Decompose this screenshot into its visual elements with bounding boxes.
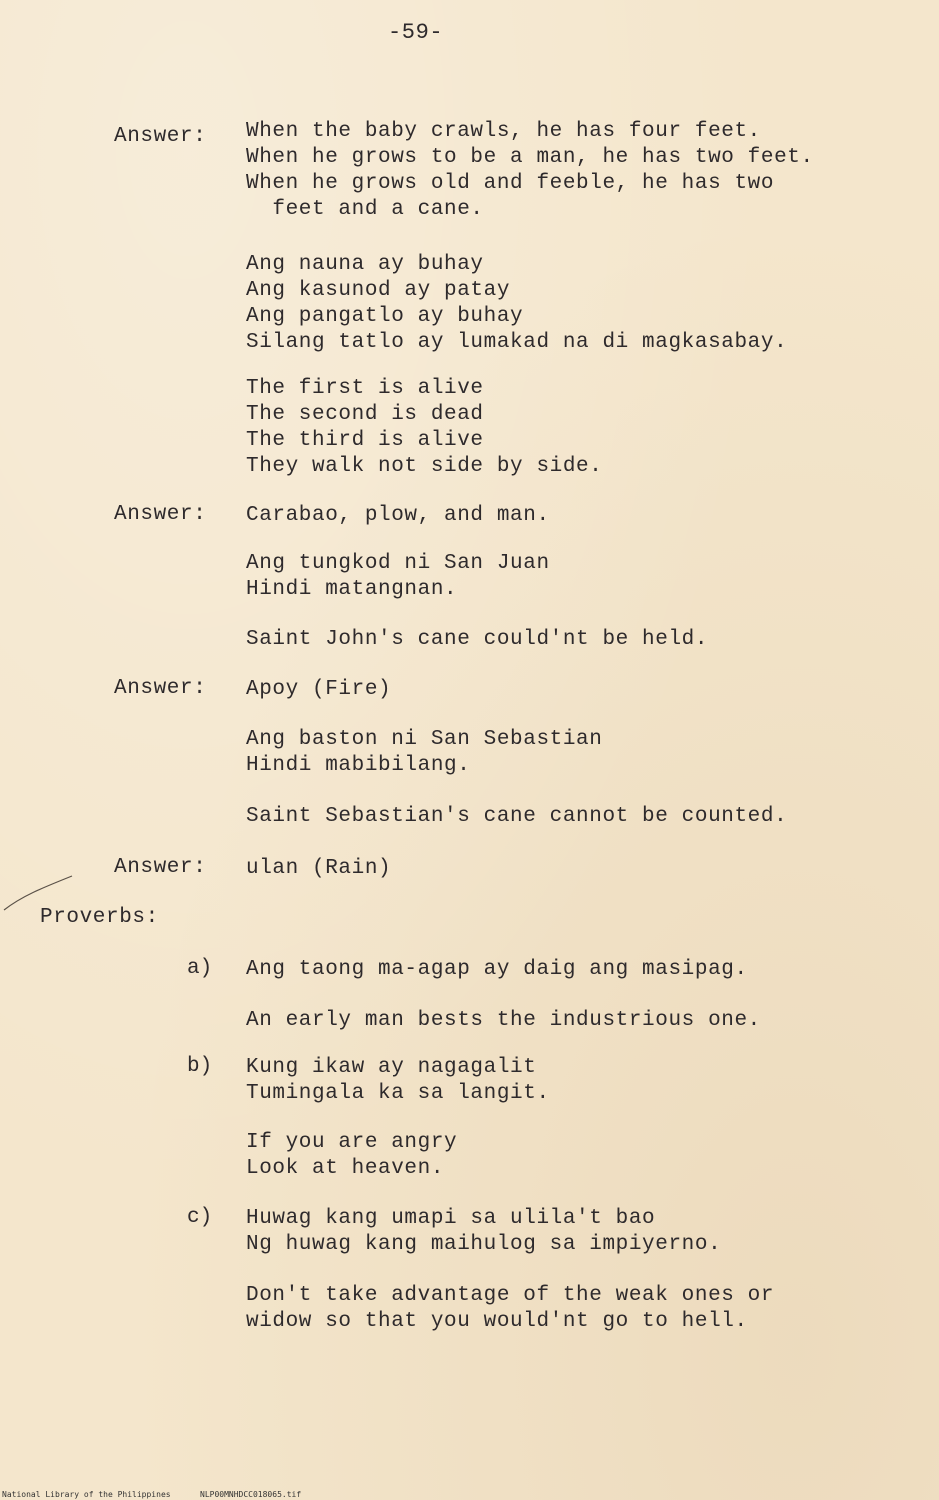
proverb-a-english [246,1008,761,1034]
riddle1-answer [246,119,814,223]
text-line: Hindi matangnan. [246,578,458,601]
answer-label: Answer: [114,125,207,148]
text-line: Ang tungkod ni San Juan [246,552,550,575]
answer-label: Answer: [114,503,207,526]
riddle4-answer: ulan (Rain) [246,857,392,880]
text-line: The first is alive [246,377,484,400]
riddle4-tagalog [246,727,602,779]
text-line: Ang pangatlo ay buhay [246,305,524,328]
text-line: When he grows old and feeble, he has two [246,172,775,195]
proverb-letter: c) [187,1206,213,1229]
text-line: Ang baston ni San Sebastian [246,728,603,751]
proverb-b-tagalog [246,1055,550,1107]
text-line: They walk not side by side. [246,455,603,478]
text-line: widow so that you would'nt go to hell. [246,1310,748,1333]
text-line: Ang kasunod ay patay [246,279,511,302]
text-line: The second is dead [246,403,484,426]
riddle3-english: Saint John's cane could'nt be held. [246,628,709,651]
riddle4-english: Saint Sebastian's cane cannot be counted. [246,805,788,828]
riddle2-tagalog [246,252,787,356]
text-line: Don't take advantage of the weak ones or [246,1284,775,1307]
proverb-letter: a) [187,957,213,980]
footer-library: National Library of the Philippines [2,1490,171,1499]
text-line: If you are angry [246,1131,458,1154]
riddle2-answer: Carabao, plow, and man. [246,504,550,527]
proverb-c-tagalog [246,1206,721,1258]
text-line: Huwag kang umapi sa ulila't bao [246,1207,656,1230]
text-line: Silang tatlo ay lumakad na di magkasabay. [246,331,788,354]
page-number: -59- [388,20,444,45]
proverb-c-english [246,1283,774,1335]
text-line: Ang taong ma-agap ay daig ang masipag. [246,958,748,981]
proverb-b-english [246,1130,457,1182]
riddle2-english [246,376,602,480]
proverbs-heading: Proverbs: [40,906,159,929]
riddle3-answer: Apoy (Fire) [246,678,392,701]
footer-filename: NLP00MNHDCC018065.tif [200,1490,302,1499]
text-line: Ng huwag kang maihulog sa impiyerno. [246,1233,722,1256]
text-line: Kung ikaw ay nagagalit [246,1056,537,1079]
text-line: feet and a cane. [246,198,484,221]
text-line: An early man bests the industrious one. [246,1009,761,1032]
riddle3-tagalog [246,551,550,603]
text-line: Look at heaven. [246,1157,445,1180]
text-line: When he grows to be a man, he has two feet. [246,146,814,169]
text-line: The third is alive [246,429,484,452]
proverb-a-tagalog [246,957,748,983]
text-line: When the baby crawls, he has four feet. [246,120,761,143]
answer-label: Answer: [114,856,207,879]
text-line: Hindi mabibilang. [246,754,471,777]
text-line: Ang nauna ay buhay [246,253,484,276]
proverb-letter: b) [187,1055,213,1078]
text-line: Tumingala ka sa langit. [246,1082,550,1105]
answer-label: Answer: [114,677,207,700]
